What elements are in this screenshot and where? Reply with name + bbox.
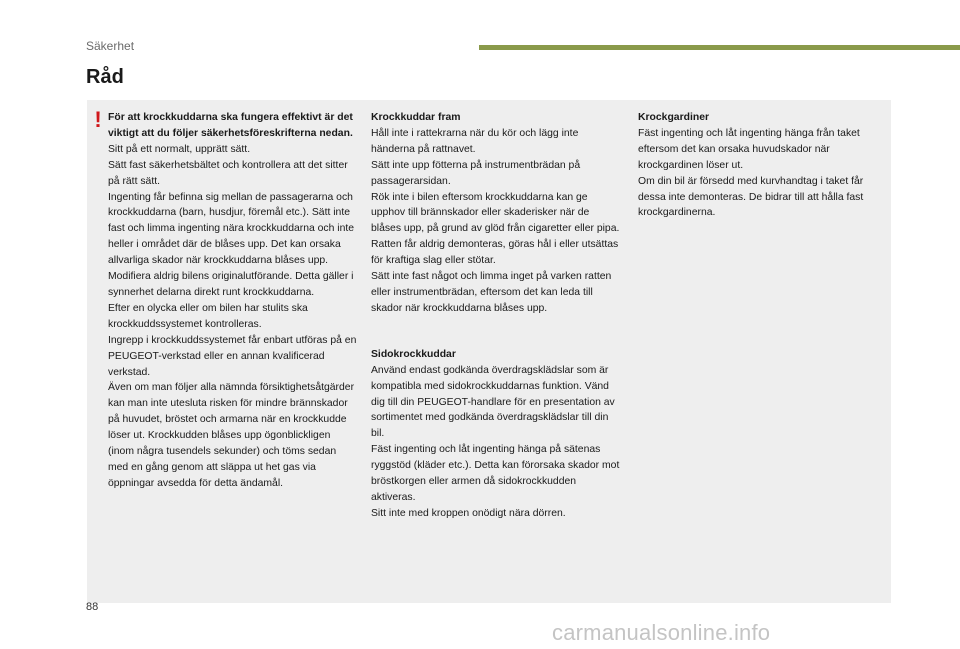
front-airbags-line: Rök inte i bilen eftersom krockkuddarna kan ge upphov till brännskador eller skaderisker när de blåses upp, på grund av glöd från cigaretter eller pipa. [371,191,620,235]
curtain-airbags-line: Om din bil är försedd med kurvhandtag i taket får dessa inte demonteras. De bidrar till att hålla fast krockgardinerna. [638,175,864,219]
front-airbags-line: Håll inte i rattekrarna när du kör och lägg inte händerna på rattnavet. [371,127,579,155]
general-heading: För att krockkuddarna ska fungera effektivt är det viktigt att du följer säkerhetsföreskrifterna nedan. [108,112,353,139]
curtain-airbags-line: Fäst ingenting och låt ingenting hänga från taket eftersom det kan orsaka huvudskador när krockgardinen löser ut. [638,127,860,171]
side-airbags-line: Använd endast godkända överdragsklädslar som är kompatibla med sidokrockkuddarnas funktion. Vänd dig till din PEUGEOT-handlare för en presentation av sortimentet med godkända överdragsklädslar till din bil. [371,364,615,440]
page-title: Råd [86,66,124,88]
general-line: Ingenting får befinna sig mellan de passagerarna och krockkuddarna (barn, husdjur, föremål etc.). Sätt inte fast och limma ingenting nära krockkuddarna och inte heller i området där de blåses upp. Det kan orsaka allvarliga skador när krockkuddarna blåses upp. [108,191,355,267]
general-line: Sätt fast säkerhetsbältet och kontrollera att det sitter på rätt sätt. [108,159,348,187]
front-airbags-line: Sätt inte upp fötterna på instrumentbrädan på passagerarsidan. [371,159,581,187]
section-label: Säkerhet [86,39,135,53]
watermark: carmanualsonline.info [552,620,771,645]
front-airbags-heading: Krockkuddar fram [371,112,461,123]
column-airbags [371,110,621,522]
side-airbags-line: Sitt inte med kroppen onödigt nära dörren. [371,507,566,519]
warning-icon: ! [94,107,102,132]
front-airbags-line: Ratten får aldrig demonteras, göras hål i eller utsättas för kraftiga slag eller stötar. [371,239,619,267]
section-accent-rule [479,45,960,50]
side-airbags-line: Fäst ingenting och låt ingenting hänga på sätenas ryggstöd (kläder etc.). Detta kan förorsaka skador mot bröstkorgen eller armen då sidokrockkudden aktiveras. [371,444,620,503]
general-line: Sitt på ett normalt, upprätt sätt. [108,143,251,155]
general-line: Även om man följer alla nämnda försiktighetsåtgärder kan man inte utesluta risken för mindre brännskador på huvudet, bröstet och armarna när en krockkudde löser ut. Krockkudden blåses upp ögonblickligen (inom några tusendels sekunder) och töms sedan med en gång genom att släppa ut het gas via öppningar avsedda för detta ändamål. [108,382,355,489]
spacer [371,317,621,347]
info-panel [87,100,891,603]
front-airbags-line: Sätt inte fast något och limma inget på varken ratten eller instrumentbrädan, eftersom det kan leda till skador när krockkuddarna blåses upp. [371,271,612,314]
curtain-airbags-heading: Krockgardiner [638,112,710,123]
general-line: Efter en olycka eller om bilen har stulits ska krockkuddssystemet kontrolleras. [108,302,308,330]
column-general-precautions [108,110,358,492]
page-number: 88 [86,601,99,613]
general-line: Ingrepp i krockkuddssystemet får enbart utföras på en PEUGEOT-verkstad eller en annan kvalificerad verkstad. [108,334,357,378]
column-curtain-airbags [638,110,883,221]
general-line: Modifiera aldrig bilens originalutförande. Detta gäller i synnerhet delarna direkt runt krockkuddarna. [108,271,354,298]
side-airbags-heading: Sidokrockkuddar [371,348,456,360]
